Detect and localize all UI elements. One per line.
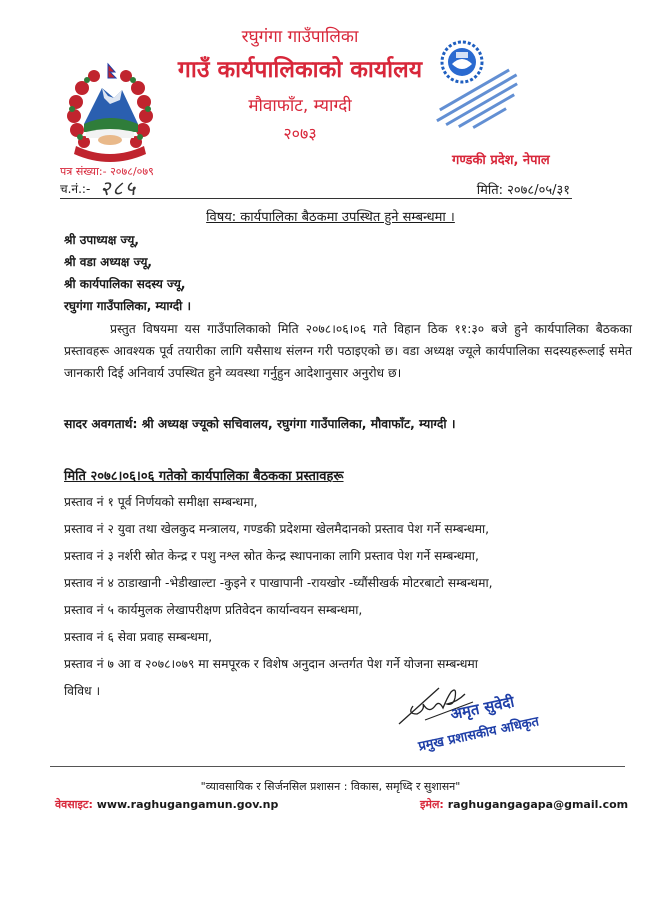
municipality-name: रघुगंगा गाउँपालिका xyxy=(241,27,359,47)
addressee: श्री वडा अध्यक्ष ज्यू, xyxy=(64,255,152,269)
email-link[interactable]: raghugangagapa@gmail.com xyxy=(447,798,629,811)
signatory-title: प्रमुख प्रशासकीय अधिकृत xyxy=(417,714,541,755)
nepal-emblem-icon xyxy=(62,58,158,168)
subject-text: विषय: कार्यपालिका बैठकमा उपस्थित हुने सम्बन्धमा । xyxy=(206,210,455,225)
email-label: इमेल: xyxy=(420,798,444,811)
website-link[interactable]: www.raghugangamun.gov.np xyxy=(96,798,279,811)
website-line xyxy=(55,797,278,812)
subject-line xyxy=(0,207,661,225)
agenda-item: प्रस्ताव नं १ पूर्व निर्णयको समीक्षा सम्बन्धमा, xyxy=(64,495,258,509)
dispatch-number-value: २८५ xyxy=(100,176,138,200)
dispatch-number-label: च.नं.:- xyxy=(60,182,91,196)
footer-slogan: "व्यावसायिक र सिर्जनसिल प्रशासन : विकास, समृध्दि र सुशासन" xyxy=(200,780,461,793)
office-stamp-icon xyxy=(422,36,534,136)
signature-block xyxy=(395,680,595,760)
agenda-item: प्रस्ताव नं २ युवा तथा खेलकुद मन्त्रालय, गण्डकी प्रदेशमा खेलमैदानको प्रस्ताव पेश गर्ने सम्बन्धमा, xyxy=(64,522,490,536)
agenda-item: विविध । xyxy=(64,684,101,698)
addressee: श्री उपाध्यक्ष ज्यू, xyxy=(64,233,139,247)
office-location: मौवाफाँट, म्याग्दी xyxy=(248,96,352,116)
reference-row xyxy=(60,176,572,199)
signatory-name: अमृत सुवेदी xyxy=(448,692,516,724)
footer-divider xyxy=(50,766,625,767)
cc-line: सादर अवगतार्थ: श्री अध्यक्ष ज्यूको सचिवालय, रघुगंगा गाउँपालिका, मौवाफाँट, म्याग्दी । xyxy=(64,417,456,431)
letter-date: मिति: २०७८/०५/३१ xyxy=(476,183,570,198)
province-name: गण्डकी प्रदेश, नेपाल xyxy=(452,153,550,168)
body-text: प्रस्तुत विषयमा यस गाउँपालिकाको मिति २०७८।०६।०६ गते विहान ठिक ११:३० बजे हुने कार्यपालिका बैठकका प्रस्तावहरू आवश्यक पूर्व तयारीका लागि यसैसाथ संलग्न गरी पठाइएको छ। वडा अध्यक्ष ज्यूले कार्यपालिका सदस्यहरूलाई समेत जानकारी दिई अनिवार्य उपस्थित हुने व्यवस्था गर्नुहुन आदेशानुसार अनुरोध छ। xyxy=(64,322,632,380)
email-line xyxy=(420,797,628,812)
agenda-heading: मिति २०७८।०६।०६ गतेको कार्यपालिका बैठकका प्रस्तावहरू xyxy=(64,469,344,484)
established-year: २०७३ xyxy=(283,124,317,143)
addressee: श्री कार्यपालिका सदस्य ज्यू, xyxy=(64,277,186,291)
agenda-item: प्रस्ताव नं ७ आ व २०७८।०७९ मा समपूरक र विशेष अनुदान अन्तर्गत पेश गर्ने योजना सम्बन्धमा xyxy=(64,657,478,671)
website-label: वेवसाइट: xyxy=(55,798,93,811)
agenda-item: प्रस्ताव नं ४ ठाडाखानी -भेडीखाल्टा -कुइने र पाखापानी -रायखोर -घ्यौंसीखर्क मोटरबाटो सम्बन्धमा, xyxy=(64,576,493,590)
agenda-item: प्रस्ताव नं ६ सेवा प्रवाह सम्बन्धमा, xyxy=(64,630,213,644)
body-paragraph xyxy=(64,318,632,384)
letter-number: पत्र संख्या:- २०७८/०७९ xyxy=(60,165,154,178)
office-name: गाउँ कार्यपालिकाको कार्यालय xyxy=(177,57,423,83)
agenda-item: प्रस्ताव नं ५ कार्यमुलक लेखापरीक्षण प्रतिवेदन कार्यान्वयन सम्बन्धमा, xyxy=(64,603,363,617)
agenda-item: प्रस्ताव नं ३ नर्शरी स्रोत केन्द्र र पशु नश्ल स्रोत केन्द्र स्थापनाका लागि प्रस्ताव पेश गर्ने सम्बन्धमा, xyxy=(64,549,479,563)
addressee: रघुगंगा गाउँपालिका, म्याग्दी । xyxy=(64,299,192,313)
